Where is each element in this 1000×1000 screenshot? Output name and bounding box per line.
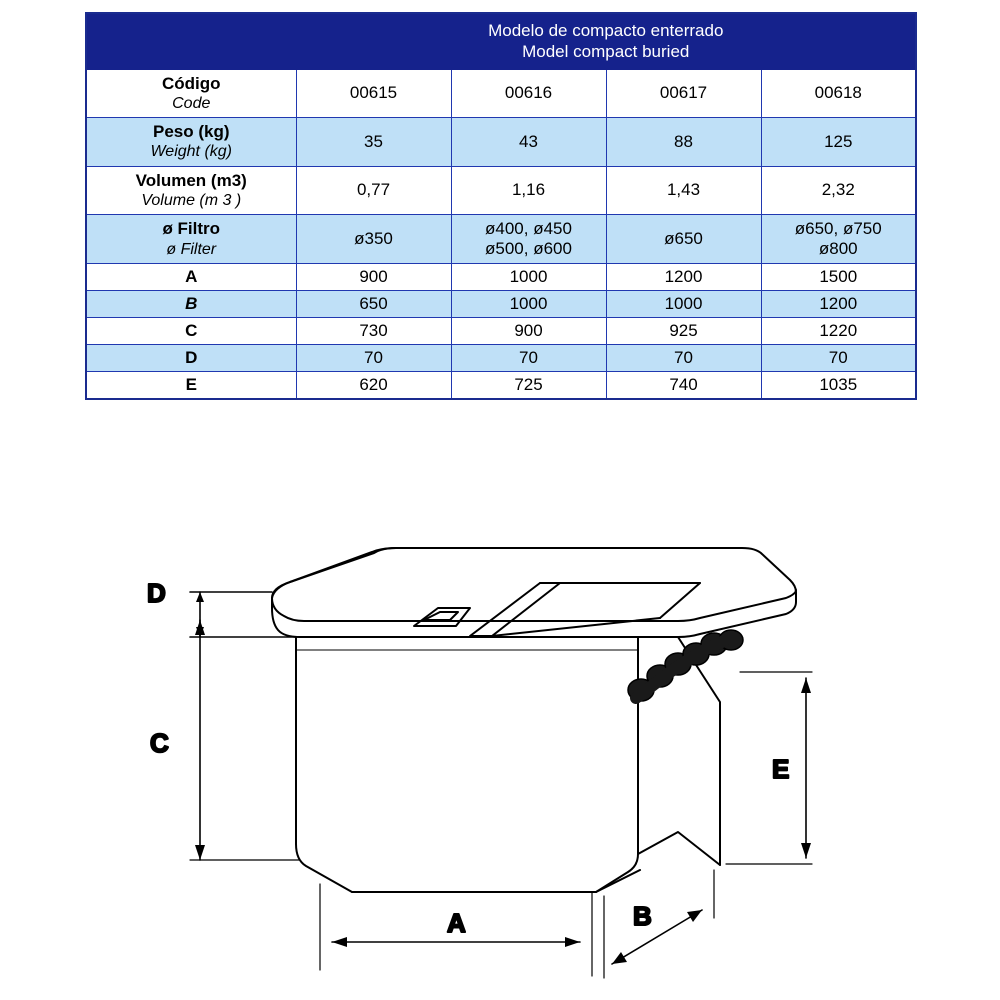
row-label-filter-es: ø Filtro — [162, 219, 221, 239]
row-label-b: B — [86, 290, 296, 317]
cell-e-3: 740 — [606, 371, 761, 399]
table-header-row — [86, 13, 916, 69]
cell-c-2: 900 — [451, 317, 606, 344]
cell-d-1: 70 — [296, 344, 451, 371]
row-label-code-es: Código — [161, 73, 221, 93]
cell-volume-3: 1,43 — [606, 166, 761, 215]
row-label-c: C — [86, 317, 296, 344]
cell-d-3: 70 — [606, 344, 761, 371]
lid-handle-notch — [414, 608, 470, 626]
row-label-weight-es: Peso (kg) — [152, 122, 230, 142]
table-row — [86, 290, 916, 317]
row-label-weight — [86, 118, 296, 167]
row-label-code — [86, 69, 296, 118]
cell-weight-3: 88 — [606, 118, 761, 167]
cell-filter-3: ø650 — [606, 215, 761, 264]
cell-b-2: 1000 — [451, 290, 606, 317]
table-row — [86, 118, 916, 167]
lid-outline — [272, 548, 796, 637]
row-label-e: E — [86, 371, 296, 399]
row-label-a: A — [86, 263, 296, 290]
cell-filter-1: ø350 — [296, 215, 451, 264]
cell-c-3: 925 — [606, 317, 761, 344]
row-label-weight-en: Weight (kg) — [150, 143, 232, 161]
dimension-label-b: B — [633, 901, 652, 931]
table-row — [86, 317, 916, 344]
row-label-volume — [86, 166, 296, 215]
cell-a-2: 1000 — [451, 263, 606, 290]
table-row — [86, 371, 916, 399]
cell-filter-4: ø650, ø750 ø800 — [761, 215, 916, 264]
table-row — [86, 166, 916, 215]
cell-weight-1: 35 — [296, 118, 451, 167]
cell-b-1: 650 — [296, 290, 451, 317]
cell-a-4: 1500 — [761, 263, 916, 290]
cell-a-3: 1200 — [606, 263, 761, 290]
row-label-filter — [86, 215, 296, 264]
cell-e-1: 620 — [296, 371, 451, 399]
cell-weight-4: 125 — [761, 118, 916, 167]
cell-b-3: 1000 — [606, 290, 761, 317]
cell-code-4: 00618 — [761, 69, 916, 118]
cell-c-4: 1220 — [761, 317, 916, 344]
table-row — [86, 69, 916, 118]
dimension-c — [190, 620, 300, 860]
cell-volume-2: 1,16 — [451, 166, 606, 215]
row-label-filter-en: ø Filter — [166, 240, 217, 258]
dimension-b — [604, 870, 714, 978]
table-row — [86, 215, 916, 264]
cell-code-2: 00616 — [451, 69, 606, 118]
hose-coil — [628, 630, 743, 701]
header-blank-cell — [86, 13, 296, 69]
product-technical-drawing — [0, 440, 1000, 1000]
cell-volume-1: 0,77 — [296, 166, 451, 215]
header-title-es: Modelo de compacto enterrado — [488, 21, 724, 40]
row-label-volume-es: Volumen (m3) — [135, 170, 247, 190]
cell-code-1: 00615 — [296, 69, 451, 118]
specification-table — [85, 12, 917, 400]
cell-e-4: 1035 — [761, 371, 916, 399]
header-title-en: Model compact buried — [522, 42, 690, 62]
cell-d-2: 70 — [451, 344, 606, 371]
cell-e-2: 725 — [451, 371, 606, 399]
specification-table-container — [85, 12, 915, 400]
header-title-cell — [296, 13, 916, 69]
cell-filter-2: ø400, ø450 ø500, ø600 — [451, 215, 606, 264]
dimension-e — [726, 672, 812, 864]
cell-a-1: 900 — [296, 263, 451, 290]
table-row — [86, 344, 916, 371]
dimension-label-a: A — [447, 908, 466, 938]
cell-weight-2: 43 — [451, 118, 606, 167]
cell-code-3: 00617 — [606, 69, 761, 118]
table-row — [86, 263, 916, 290]
row-label-volume-en: Volume (m 3 ) — [141, 192, 242, 210]
cell-c-1: 730 — [296, 317, 451, 344]
dimension-label-e: E — [772, 754, 790, 784]
cell-b-4: 1200 — [761, 290, 916, 317]
cell-d-4: 70 — [761, 344, 916, 371]
row-label-code-en: Code — [172, 94, 211, 112]
dimension-label-c: C — [150, 728, 169, 758]
row-label-d: D — [86, 344, 296, 371]
dimension-label-d: D — [147, 578, 166, 608]
cell-volume-4: 2,32 — [761, 166, 916, 215]
lid-center-rib — [470, 583, 700, 636]
